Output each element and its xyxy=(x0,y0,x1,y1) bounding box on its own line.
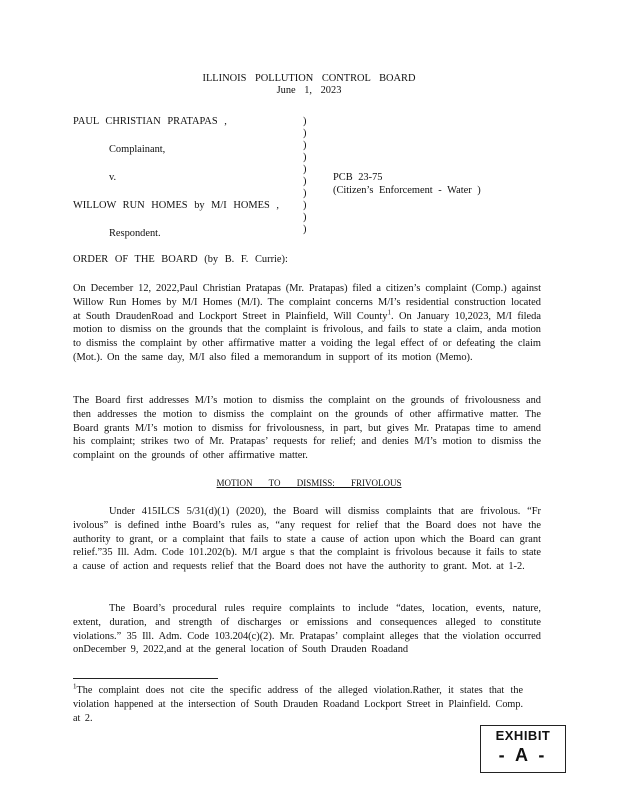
case-number: PCB 23-75 xyxy=(333,172,383,183)
versus-label: v. xyxy=(109,172,117,183)
footnote-mark: 1 xyxy=(73,682,77,691)
paragraph-frivolous: Under 415ILCS 5/31(d)(1) (2020), the Board will dismiss complaints that are frivolous. “Fr ivolous” is defined inthe Board’s rules as, “any request for relief that the Board does not have the authority to grant, or a complaint that fails to state a cause of action upon which the Board can grant relief.”35 Ill. Adm. Code 101.202(b). M/I argue s that the complaint is frivolous because it fails to state a cause of action and requests relief that the Board does not have the authority to grant. Mot. at 1-2. xyxy=(73,506,541,573)
paragraph-summary: The Board first addresses M/I’s motion to dismiss the complaint on the grounds of frivolousness and then addresses the motion to dismiss the complaint on the grounds of other affirmative matter. The Board grants M/I’s motion to dismiss for frivolousness, in part, but gives Mr. Pratapas time to amend his complaint; strikes two of Mr. Pratapas’ requests for relief; and denies M/I’s motion to dismiss the complaint on the grounds of other affirmative matter. xyxy=(73,395,541,462)
exhibit-letter: - A - xyxy=(498,745,548,765)
caption-parens: ) ) ) ) ) ) ) ) ) ) xyxy=(303,116,307,235)
agency-name: ILLINOIS POLLUTION CONTROL BOARD xyxy=(202,73,416,84)
respondent-role: Respondent. xyxy=(109,228,161,239)
respondent-name: WILLOW RUN HOMES by M/I HOMES , xyxy=(73,200,279,211)
complainant-name: PAUL CHRISTIAN PRATAPAS , xyxy=(73,116,227,127)
section-heading: MOTION TO DISMISS: FRIVOLOUS xyxy=(216,478,402,488)
footnote-ref[interactable]: 1 xyxy=(387,308,391,317)
paragraph-intro-text-cont: . On January 10,2023, M/I fileda motion to dismiss on the grounds that the complaint is frivolous, and fails to state a claim, anda motion to dismiss the complaint by other affirmative matter a voiding the legal effect of or defeating the claim (Mot.). On the same day, M/I also filed a memorandum in support of its motion (Memo). xyxy=(73,310,541,363)
case-caption xyxy=(73,116,553,246)
document-header xyxy=(0,73,618,97)
order-author-line: ORDER OF THE BOARD (by B. F. Currie): xyxy=(73,254,288,265)
footnote xyxy=(73,684,523,725)
paragraph-procedural: The Board’s procedural rules require complaints to include “dates, location, events, nature, extent, duration, and strength of discharges or emissions and consequences alleged to constitute violations.” 35 Ill. Adm. Code 103.204(c)(2). Mr. Pratapas’ complaint alleges that the violation occurred onDecember 9, 2022,and at the general location of South Drauden Roadand xyxy=(73,603,541,656)
paragraph-intro-text: On December 12, 2022,Paul Christian Pratapas (Mr. Pratapas) filed a citizen’s complaint (Comp.) against Willow Run Homes by M/I Homes (M/I). The complaint concerns M/I’s residential construction located at South DraudenRoad and Lockport Street in Plainfield, Will County xyxy=(73,283,541,322)
complainant-role: Complainant, xyxy=(109,144,166,155)
case-type: (Citizen’s Enforcement - Water ) xyxy=(333,185,481,196)
footnote-divider xyxy=(73,678,218,679)
exhibit-title: EXHIBIT xyxy=(495,728,551,743)
exhibit-stamp xyxy=(480,725,566,773)
footnote-text: The complaint does not cite the specific address of the alleged violation.Rather, it states that the violation happened at the intersection of South Drauden Roadand Lockport Street in Plainfield. Comp. at 2. xyxy=(73,685,523,724)
order-date: June 1, 2023 xyxy=(276,85,342,96)
paragraph-intro xyxy=(73,282,541,365)
